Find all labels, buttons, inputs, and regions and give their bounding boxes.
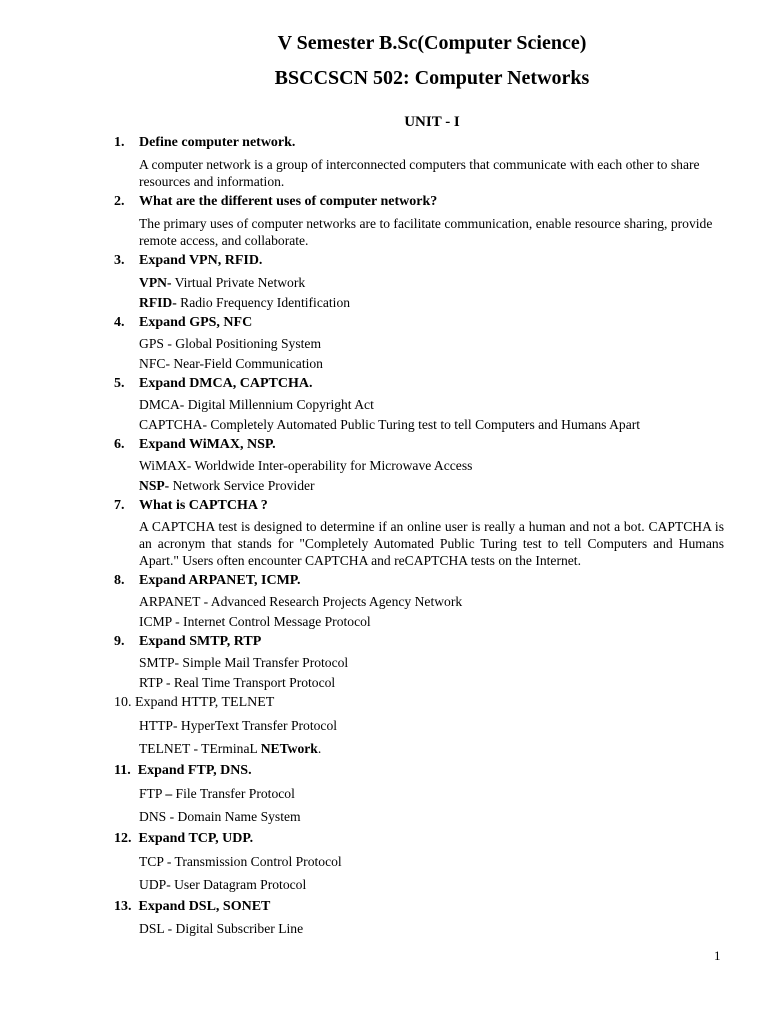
answer-definition: Radio Frequency Identification bbox=[176, 295, 351, 310]
answer-term: NSP- bbox=[139, 478, 170, 493]
answer-line bbox=[114, 274, 724, 291]
question-text: Expand ARPANET, ICMP. bbox=[139, 573, 301, 588]
answer-line: ICMP - Internet Control Message Protocol bbox=[139, 614, 371, 629]
answer-line: WiMAX- Worldwide Inter-operability for Microwave Access bbox=[139, 458, 473, 473]
question-text: What is CAPTCHA ? bbox=[139, 498, 268, 513]
question-item bbox=[114, 898, 724, 916]
question-text: What are the different uses of computer network? bbox=[139, 194, 438, 209]
answer-line: HTTP- HyperText Transfer Protocol bbox=[139, 718, 338, 733]
answer-term: RFID- bbox=[139, 295, 177, 310]
answer-line: DMCA- Digital Millennium Copyright Act bbox=[139, 397, 374, 412]
question-item bbox=[114, 633, 724, 651]
question-number: 12. bbox=[114, 831, 132, 846]
question-item bbox=[114, 497, 724, 515]
question-item bbox=[114, 762, 724, 780]
answer-definition: Virtual Private Network bbox=[171, 275, 306, 290]
question-text: Expand HTTP, TELNET bbox=[135, 695, 275, 710]
question-item bbox=[114, 193, 724, 211]
answer-line: DSL - Digital Subscriber Line bbox=[139, 921, 304, 936]
answer-punctuation: . bbox=[317, 741, 322, 756]
answer-line: SMTP- Simple Mail Transfer Protocol bbox=[139, 655, 349, 670]
answer-line bbox=[114, 477, 724, 494]
question-number: 2. bbox=[114, 194, 125, 209]
question-text: Expand WiMAX, NSP. bbox=[139, 437, 276, 452]
question-text: Expand DMCA, CAPTCHA. bbox=[139, 376, 313, 391]
answer-line bbox=[114, 740, 724, 757]
answer-definition: Network Service Provider bbox=[169, 478, 315, 493]
question-item bbox=[114, 375, 724, 393]
question-number: 6. bbox=[114, 437, 125, 452]
unit-heading: UNIT - I bbox=[404, 114, 460, 130]
question-number: 13. bbox=[114, 899, 132, 914]
answer-line: ARPANET - Advanced Research Projects Agency Network bbox=[139, 594, 463, 609]
answer-definition: TELNET - TErminaL bbox=[139, 741, 261, 756]
question-number: 9. bbox=[114, 634, 125, 649]
question-list bbox=[114, 134, 724, 937]
question-item bbox=[114, 252, 724, 270]
answer-text: A CAPTCHA test is designed to determine if an online user is really a human and not a bot. CAPTCHA is an acronym that stands for "Completely Automated Public Turing test to tell Computers and Humans Apart." Users often encounter CAPTCHA and reCAPTCHA tests on the Internet. bbox=[139, 519, 724, 568]
question-item bbox=[114, 436, 724, 454]
answer-abbreviation: FTP bbox=[139, 786, 166, 801]
answer-line: TCP - Transmission Control Protocol bbox=[139, 854, 342, 869]
question-number: 10. bbox=[114, 695, 132, 710]
answer-definition: File Transfer Protocol bbox=[172, 786, 295, 801]
question-item bbox=[114, 830, 724, 848]
answer-line: CAPTCHA- Completely Automated Public Turing test to tell Computers and Humans Apart bbox=[139, 417, 641, 432]
question-text: Expand VPN, RFID. bbox=[139, 253, 263, 268]
question-text: Expand DSL, SONET bbox=[138, 899, 271, 914]
question-item bbox=[114, 134, 724, 152]
question-number: 11. bbox=[114, 763, 131, 778]
answer-line: DNS - Domain Name System bbox=[139, 809, 301, 824]
page-number: 1 bbox=[714, 948, 721, 963]
question-number: 7. bbox=[114, 498, 125, 513]
question-text: Expand FTP, DNS. bbox=[137, 763, 252, 778]
answer-text: The primary uses of computer networks are to facilitate communication, enable resource sharing, provide remote access, and collaborate. bbox=[139, 216, 713, 248]
answer-line: NFC- Near-Field Communication bbox=[139, 356, 323, 371]
question-item bbox=[114, 314, 724, 332]
answer-line bbox=[114, 294, 724, 311]
question-text: Expand TCP, UDP. bbox=[138, 831, 254, 846]
course-semester-title: V Semester B.Sc(Computer Science) bbox=[277, 32, 587, 54]
answer-line: UDP- User Datagram Protocol bbox=[139, 877, 307, 892]
question-number: 5. bbox=[114, 376, 125, 391]
question-item bbox=[114, 572, 724, 590]
question-number: 1. bbox=[114, 135, 125, 150]
question-number: 8. bbox=[114, 573, 125, 588]
question-number: 3. bbox=[114, 253, 125, 268]
answer-line: GPS - Global Positioning System bbox=[139, 336, 322, 351]
answer-term: VPN- bbox=[139, 275, 172, 290]
answer-dash: – bbox=[165, 786, 173, 801]
question-text: Expand GPS, NFC bbox=[139, 315, 253, 330]
question-item bbox=[114, 694, 724, 712]
answer-text: A computer network is a group of interconnected computers that communicate with each other to share resources and information. bbox=[139, 157, 700, 189]
answer-term: NETwork bbox=[260, 741, 318, 756]
course-code-title: BSCCSCN 502: Computer Networks bbox=[274, 67, 590, 89]
question-number: 4. bbox=[114, 315, 125, 330]
answer-line: RTP - Real Time Transport Protocol bbox=[139, 675, 336, 690]
question-text: Expand SMTP, RTP bbox=[139, 634, 262, 649]
answer-line bbox=[114, 785, 724, 802]
question-text: Define computer network. bbox=[139, 135, 296, 150]
